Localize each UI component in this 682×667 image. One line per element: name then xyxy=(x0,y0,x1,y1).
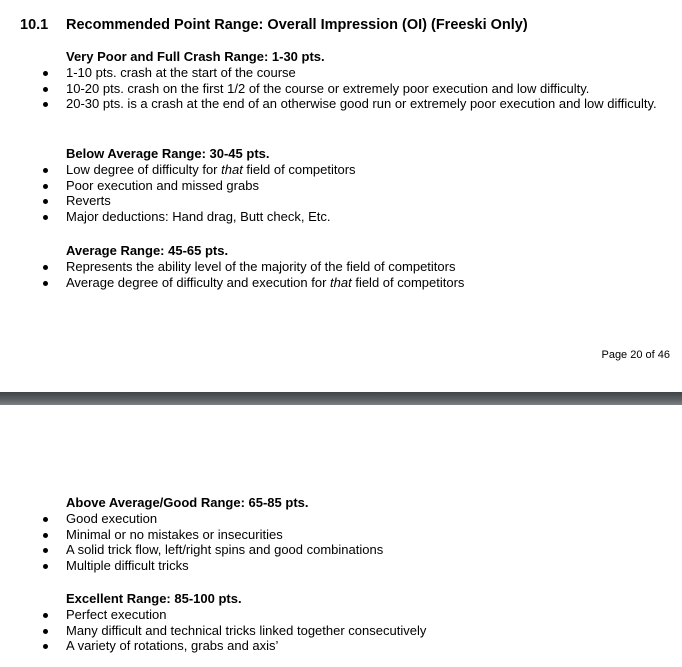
range-heading: Average Range: 45-65 pts. xyxy=(66,243,229,258)
bullet-text: Low degree of difficulty for xyxy=(66,161,222,177)
bullet-text: Good execution xyxy=(66,510,158,526)
bullet-item xyxy=(66,96,666,112)
section-number: 10.1 xyxy=(20,17,49,33)
page-separator xyxy=(0,392,682,405)
bullet-item xyxy=(66,275,666,291)
bullet-text: field of competitors xyxy=(242,161,356,177)
range-above-average xyxy=(66,495,666,574)
bullet-item xyxy=(66,81,666,97)
bullet-item xyxy=(66,65,666,81)
emphasis-text: that xyxy=(330,274,352,290)
bullet-item xyxy=(66,638,666,654)
document-page-21 xyxy=(0,405,682,667)
bullet-text: Reverts xyxy=(66,193,111,209)
bullet-text: A solid trick flow, left/right spins and good combinations xyxy=(66,542,384,558)
section-title: Recommended Point Range: Overall Impression (OI) (Freeski Only) xyxy=(66,17,528,33)
bullet-text: 20-30 pts. is a crash at the end of an otherwise good run or extremely poor execution and low difficulty. xyxy=(66,96,657,112)
range-heading: Below Average Range: 30-45 pts. xyxy=(66,146,270,161)
bullet-text: Many difficult and technical tricks linked together consecutively xyxy=(66,622,427,638)
bullet-text: field of competitors xyxy=(351,274,465,290)
bullet-text: 10-20 pts. crash on the first 1/2 of the course or extremely poor execution and low difficulty. xyxy=(66,80,590,96)
bullet-text: 1-10 pts. crash at the start of the course xyxy=(66,64,296,80)
bullet-text: A variety of rotations, grabs and axis’ xyxy=(66,638,279,654)
range-excellent xyxy=(66,591,666,654)
bullet-item xyxy=(66,259,666,275)
range-list xyxy=(66,162,666,225)
bullet-text: Major deductions: Hand drag, Butt check, Etc. xyxy=(66,209,331,225)
bullet-item xyxy=(66,607,666,623)
bullet-text: Multiple difficult tricks xyxy=(66,558,189,574)
bullet-item xyxy=(66,542,666,558)
bullet-text: Represents the ability level of the majority of the field of competitors xyxy=(66,258,456,274)
bullet-text: Perfect execution xyxy=(66,606,167,622)
bullet-item xyxy=(66,178,666,194)
range-heading: Very Poor and Full Crash Range: 1-30 pts. xyxy=(66,49,325,64)
emphasis-text: that xyxy=(221,161,243,177)
range-list xyxy=(66,259,666,291)
bullet-item xyxy=(66,193,666,209)
bullet-item xyxy=(66,623,666,639)
bullet-item xyxy=(66,558,666,574)
bullet-item xyxy=(66,527,666,543)
range-average xyxy=(66,243,666,290)
range-below-average xyxy=(66,146,666,225)
range-heading: Excellent Range: 85-100 pts. xyxy=(66,591,242,606)
bullet-item xyxy=(66,162,666,178)
bullet-text: Minimal or no mistakes or insecurities xyxy=(66,526,283,542)
section-heading xyxy=(20,17,528,33)
range-list xyxy=(66,65,666,112)
bullet-text: Poor execution and missed grabs xyxy=(66,177,259,193)
bullet-item xyxy=(66,209,666,225)
range-list xyxy=(66,607,666,654)
range-heading: Above Average/Good Range: 65-85 pts. xyxy=(66,495,309,510)
bullet-text: Average degree of difficulty and execution for xyxy=(66,274,331,290)
range-very-poor xyxy=(66,49,666,112)
page-number: Page 20 of 46 xyxy=(601,349,670,361)
bullet-item xyxy=(66,511,666,527)
range-list xyxy=(66,511,666,574)
